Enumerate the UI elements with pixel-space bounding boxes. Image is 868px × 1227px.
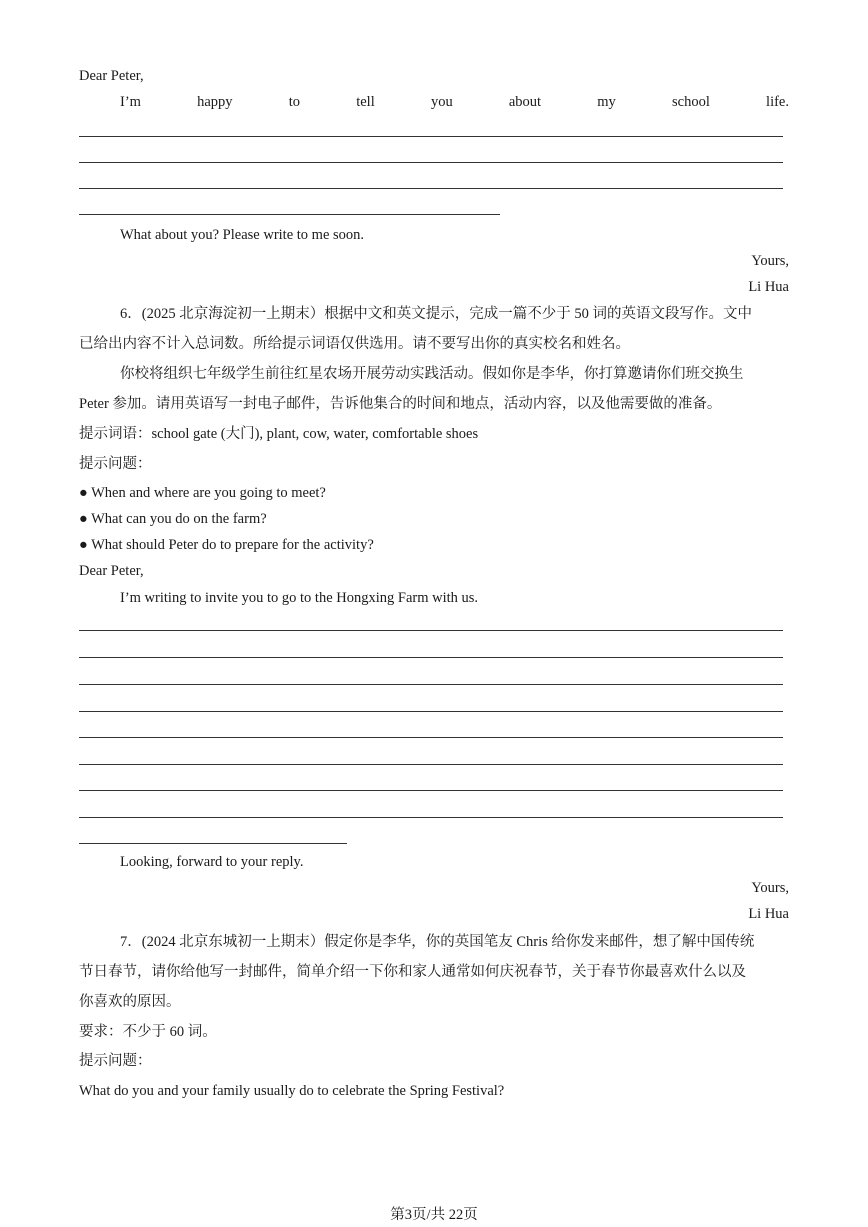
answer-line[interactable] <box>79 737 783 738</box>
q6-closing: Looking, forward to your reply. <box>120 854 304 870</box>
q6-question: ● What can you do on the farm? <box>79 511 267 527</box>
q6-hint-questions-label: 提示问题： <box>79 456 152 472</box>
answer-line[interactable] <box>79 843 347 844</box>
answer-line[interactable] <box>79 136 783 137</box>
opening-word: about <box>508 94 542 110</box>
letter1-salutation: Dear Peter, <box>79 68 144 84</box>
q7-question: What do you and your family usually do to celebrate the Spring Festival? <box>79 1083 505 1099</box>
page-number: 第3页/共 22页 <box>390 1207 478 1223</box>
opening-word: life. <box>766 94 789 110</box>
q6-prompt: 6．(2025 北京海淀初一上期末）根据中文和英文提示，完成一篇不少于 50 词的英语文段写作。文中 <box>120 306 752 322</box>
answer-line[interactable] <box>79 684 783 685</box>
opening-word: you <box>430 94 453 110</box>
opening-word: to <box>288 94 301 110</box>
q7-prompt: 7．(2024 北京东城初一上期末）假定你是李华，你的英国笔友 Chris 给你发来邮件，想了解中国传统 <box>120 934 755 950</box>
q6-scenario-cont: Peter 参加。请用英语写一封电子邮件，告诉他集合的时间和地点，活动内容，以及他需要做的准备。 <box>79 396 722 412</box>
answer-line[interactable] <box>79 711 783 712</box>
letter1-opening-line <box>120 92 789 112</box>
answer-line[interactable] <box>79 657 783 658</box>
opening-word: I’m <box>120 94 141 110</box>
answer-line[interactable] <box>79 188 783 189</box>
letter1-signature: Li Hua <box>748 279 789 295</box>
q6-scenario: 你校将组织七年级学生前往红星农场开展劳动实践活动。假如你是李华，你打算邀请你们班交换生 <box>120 366 744 382</box>
q6-prompt-cont: 已给出内容不计入总词数。所给提示词语仅供选用。请不要写出你的真实校名和姓名。 <box>79 336 630 352</box>
q7-prompt-cont: 节日春节，请你给他写一封邮件，简单介绍一下你和家人通常如何庆祝春节，关于春节你最喜欢什么以及 <box>79 964 746 980</box>
answer-line[interactable] <box>79 790 783 791</box>
q6-question: ● When and where are you going to meet? <box>79 485 326 501</box>
letter1-signoff: Yours, <box>751 253 789 269</box>
q6-signature: Li Hua <box>748 906 789 922</box>
answer-line[interactable] <box>79 764 783 765</box>
q6-hint-words: 提示词语：school gate (大门), plant, cow, water, comfortable shoes <box>79 426 479 442</box>
opening-word: my <box>597 94 616 110</box>
q6-opening: I’m writing to invite you to go to the Hongxing Farm with us. <box>120 590 479 606</box>
q7-hint-questions-label: 提示问题： <box>79 1053 152 1069</box>
letter1-closing: What about you? Please write to me soon. <box>120 227 365 243</box>
opening-word: school <box>672 94 710 110</box>
answer-line[interactable] <box>79 162 783 163</box>
answer-line[interactable] <box>79 817 783 818</box>
q6-salutation: Dear Peter, <box>79 563 144 579</box>
q7-requirement: 要求：不少于 60 词。 <box>79 1024 217 1040</box>
q7-prompt-cont: 你喜欢的原因。 <box>79 994 181 1010</box>
q6-question: ● What should Peter do to prepare for the activity? <box>79 537 374 553</box>
answer-line[interactable] <box>79 630 783 631</box>
opening-word: tell <box>356 94 375 110</box>
q6-signoff: Yours, <box>751 880 789 896</box>
opening-word: happy <box>197 94 233 110</box>
answer-line[interactable] <box>79 214 500 215</box>
